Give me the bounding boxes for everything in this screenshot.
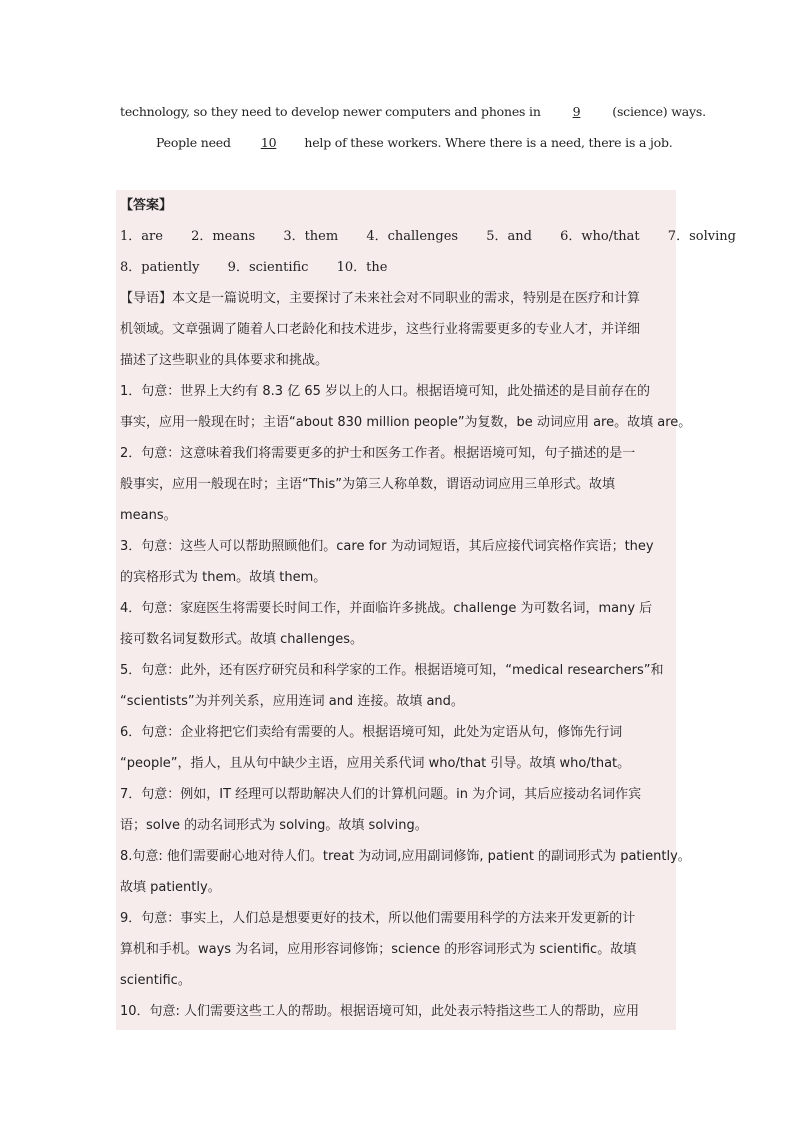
passage-text: technology, so they need to develop newer computers and phones in	[120, 104, 541, 119]
explanation-line: 的宾格形式为 them。故填 them。	[120, 570, 327, 585]
answer-heading: 【答案】	[120, 198, 173, 213]
explanation-line: 【导语】本文是一篇说明文，主要探讨了未来社会对不同职业的需求，特别是在医疗和计算	[120, 291, 641, 306]
answer-item: 6．who/that	[560, 229, 640, 244]
explanation-line: 5．句意：此外，还有医疗研究员和科学家的工作。根据语境可知，“medical researchers”和	[120, 663, 664, 678]
passage-text: help of these workers. Where there is a need, there is a job.	[304, 135, 673, 150]
explanation-line: “people”，指人，且从句中缺少主语，应用关系代词 who/that 引导。故填 who/that。	[120, 756, 631, 771]
blank-9: 9	[572, 104, 581, 119]
explanation-line: 6．句意：企业将把它们卖给有需要的人。根据语境可知，此处为定语从句，修饰先行词	[120, 725, 623, 740]
passage-line-9	[120, 104, 706, 119]
answer-item: 1．are	[120, 229, 163, 244]
answer-item: 3．them	[283, 229, 339, 244]
explanation-line: 9．句意：事实上，人们总是想要更好的技术，所以他们需要用科学的方法来开发更新的计	[120, 911, 636, 926]
explanation-line: means。	[120, 508, 177, 523]
answer-item: 7．solving	[667, 229, 736, 244]
explanation-line: 1．句意：世界上大约有 8.3 亿 65 岁以上的人口。根据语境可知，此处描述的是目前存在的	[120, 384, 651, 399]
answer-item: 8．patiently	[120, 260, 200, 275]
explanation-line: 3．句意：这些人可以帮助照顾他们。care for 为动词短语，其后应接代词宾格作宾语；they	[120, 539, 654, 554]
answer-row-2	[120, 258, 672, 278]
explanation-line: 语；solve 的动名词形式为 solving。故填 solving。	[120, 818, 428, 833]
answer-item: 4．challenges	[366, 229, 459, 244]
explanation-line: 事实，应用一般现在时；主语“about 830 million people”为复数，be 动词应用 are。故填 are。	[120, 415, 692, 430]
answer-row-1	[120, 227, 736, 247]
explanation-line: 接可数名词复数形式。故填 challenges。	[120, 632, 363, 647]
explanation-line: “scientists”为并列关系，应用连词 and 连接。故填 and。	[120, 694, 464, 709]
answer-item: 5．and	[486, 229, 532, 244]
answer-item: 10．the	[336, 260, 388, 275]
answer-item: 9．scientific	[227, 260, 309, 275]
explanation-line: 般事实，应用一般现在时；主语“This”为第三人称单数，谓语动词应用三单形式。故填	[120, 477, 616, 492]
explanation-line: 8.句意: 他们需要耐心地对待人们。treat 为动词,应用副词修饰, patient 的副词形式为 patiently。	[120, 849, 691, 864]
blank-10: 10	[260, 135, 277, 150]
explanation-line: 故填 patiently。	[120, 880, 221, 895]
explanation-line: 机领域。文章强调了随着人口老龄化和技术进步，这些行业将需要更多的专业人才，并详细	[120, 322, 641, 337]
answer-section	[116, 190, 736, 1030]
passage-line-10	[156, 135, 673, 150]
explanation-line: 10．句意: 人们需要这些工人的帮助。根据语境可知，此处表示特指这些工人的帮助，应用	[120, 1004, 640, 1019]
explanation-line: 4．句意：家庭医生将需要长时间工作，并面临许多挑战。challenge 为可数名词，many 后	[120, 601, 653, 616]
answer-item: 2．means	[191, 229, 256, 244]
explanation-line: 2．句意：这意味着我们将需要更多的护士和医务工作者。根据语境可知，句子描述的是一	[120, 446, 636, 461]
explanation-line: 7．句意：例如，IT 经理可以帮助解决人们的计算机问题。in 为介词，其后应接动名词作宾	[120, 787, 642, 802]
explanation-line: 算机和手机。ways 为名词，应用形容词修饰；science 的形容词形式为 scientific。故填	[120, 942, 637, 957]
explanation-line: scientific。	[120, 973, 191, 988]
passage-text: People need	[156, 135, 231, 150]
passage-text: (science) ways.	[612, 104, 706, 119]
explanation-line: 描述了这些职业的具体要求和挑战。	[120, 353, 329, 368]
